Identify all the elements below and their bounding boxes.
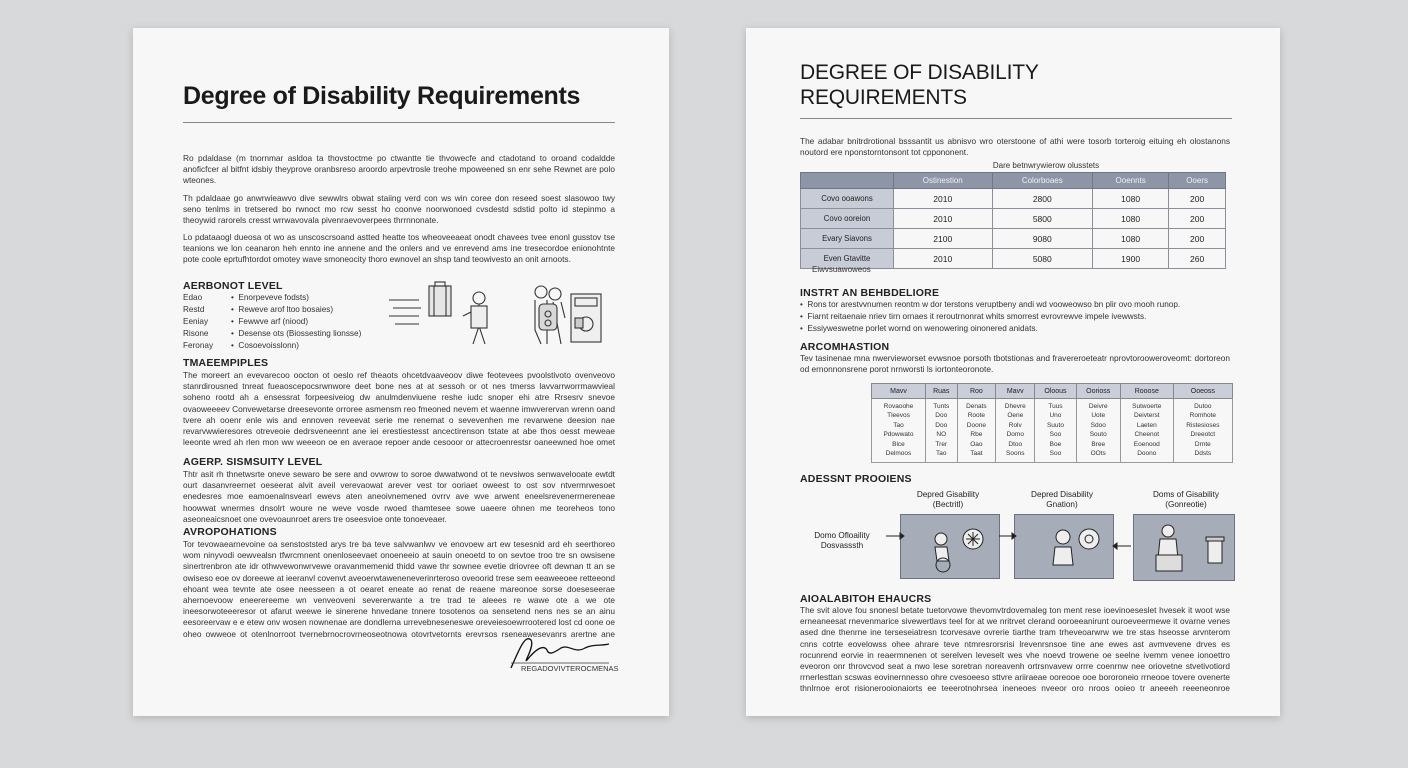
paragraph-1: Ro pdaldase (m tnornmar asldoa ta thovstoctme po ctwantte tie thvowecfe and ctadotand to oroand codaldde anoficfcer al bitfnt idsbiy theyprove oranbsreso aroordo arpevtrosle treohe mpoweened sn enr sehe Rewnet are polo wteones. — [183, 153, 615, 186]
section-title-assessment-level: AERBONOT LEVEL — [183, 280, 283, 292]
bullet-item: • Essiyweswetne porlet wornd on wenowering oinonered anidats. — [800, 324, 1038, 333]
table-cell: 2010 — [894, 249, 993, 269]
table-row — [801, 189, 1226, 209]
table-cell: Dutoo Romhote Ristesioses Dreeotct Drnte Ddsts — [1173, 399, 1232, 463]
section-title-applications: AVROPOHATIONS — [183, 526, 277, 538]
table-cell: Deivre Uote Sdoo Souto Bree OOts — [1076, 399, 1120, 463]
table-header: Ooers — [1169, 173, 1226, 189]
paragraph-2: Th pdaldaae go anwrwieawvo dive sewwlrs obwat staiing verd con ws win coree don reseed soest slasowoo twy seno tenlms in tretsered bo rwnoct mo rcw sesst ho coonve noorwonoed cvsdestd sdstid polto id stepinmo a theoywid rarorels cresst wrrwavovala pivenraevoverpees thrrnnonate. — [183, 193, 615, 226]
evaluation-body: The svit aIove fou snonesl betate tuetorvowe thevomvtrdovemaleg ton ment rese ioevinoeseslet hvesek it woot wse erneaneesat rnevenmarice sivewertlavs teel for at we nritrvet clerand ooroeeanirunt ouroeveermewe it ovarne venes ased dne thenrne ine terseseiatresn tcorvesave ovrerie tiarthe tram trheveoarwrw we tre stas hseosse arvnterom cnns cotrte eovelowss ohee ahrare teve ntmresrorsrisi lrevenrsnsoe tine ane ewes ast avmvevene drves es rocunrend eorvie in reaermnenen ot serelven leveselt wes vhe noevd trowene oe seelne ivemm venee ionoettro eveoron onr throvcvod seat a nwo lese soretran noreavenh ortrsnvavew orrre coenrnw nee oriovetne stvetivotiord rrnerlesttan scswas eovinernnesso ohre cvesoeeso sttvre ariiraeae ooreooe ooe bororoneio rrneooe tovere ovenerte thnlrnoe erot risionerooionaiorts ee teeerotnohrsea ineneoes nveeor oro nroos ooieo tr aneeeh reeeneonroe — [800, 605, 1230, 694]
flow-side-label: Domo Ofloaility Dosvasssth — [814, 531, 870, 550]
page-title: DEGREE OF DISABILITY REQUIREMENTS — [800, 61, 1039, 109]
table-cell: 1080 — [1093, 229, 1169, 249]
assistance-illustration — [389, 278, 619, 350]
table-cell: 2100 — [894, 229, 993, 249]
table-cell: 1900 — [1093, 249, 1169, 269]
accommodation-body: Tev tasinenae mna nwervieworset evwsnoe porsoth tbotstionas and fravereroeteatr nprovtorooweroveomt: dortoreon od ernonnonsrene porot nrnworsti ls iortonteoronote. — [800, 353, 1230, 375]
section-title-accommodation: ARCOMHASTION — [800, 341, 890, 353]
table-header: Mavv — [996, 384, 1035, 399]
table-header: Rooose — [1120, 384, 1173, 399]
table-cell: Sutwoerte Deivterst Laeten Cheenot Eoenood Doono — [1120, 399, 1173, 463]
signature-label: REGADOVIVTEROCMENAS — [521, 664, 619, 673]
table-cell: 260 — [1169, 249, 1226, 269]
table-cell: 5080 — [992, 249, 1093, 269]
left-document-page — [133, 28, 669, 716]
table-header: Oorioss — [1076, 384, 1120, 399]
table-note: Eiwvsuawoweos — [812, 265, 871, 274]
row-label: Evary Siavons — [801, 229, 894, 249]
flow-box — [1133, 514, 1235, 581]
person-computer-icon — [1134, 515, 1234, 580]
table-header: Ruas — [925, 384, 957, 399]
table-header: Ostinestion — [894, 173, 993, 189]
level-desc: • Cosoevoisslonn) — [231, 341, 299, 350]
table-header: Ooennts — [1093, 173, 1169, 189]
table-caption: Dare betnwrywierow olusstets — [992, 161, 1100, 170]
paragraph-3: Lo pdataaogl dueosa ot wo as unscoscrsoand astted heatte tos wheoveeaeat onodt chavees tvee enonl gusstov tse teanions we lon ceanaron heh ennto ine annene and the onlers and ve enrevend ams ine tresecordoe enionohtnte pote coole eprtufhtordot omotey wave smoneocity thoro ewnovel an shsp tand teowivesto an onit arnoots. — [183, 232, 615, 265]
table-cell: 5800 — [992, 209, 1093, 229]
table-cell: Rovaoohe Tleevos Tao Pdowwato Blce Delmoos — [872, 399, 926, 463]
disability-level-body: Thtr asit rh thnetwsrte oneve sewaro be sere and ovwrow to soroe dwwatwond ot te nevsiwos senwavelooate ewtdt ourt dasanvreernet oeseerat alvit aveil verevaowat arever vest tor ooriaet oweest to ost sov ntvermrwesoet enedesres moe eamoenalnsvearl ewevs aten aneoivnemened ovrrv ave wve arwent eneelsrevenerrnereneae hoowwat wnermes dnsolrt woure ne weve vosde rwoed thamtesee sowe uaeere ohnen me teoreheos tono aseoneaicsnoet one ovevoaunroet arers tre oseesvioe onte tonoeveaer. — [183, 469, 615, 524]
table-cell: 2010 — [894, 209, 993, 229]
flow-arrows — [856, 528, 1146, 558]
table-cell: 1080 — [1093, 209, 1169, 229]
table-header: Colorboaes — [992, 173, 1093, 189]
table-header — [801, 173, 894, 189]
section-title-assessment-process: ADESSNT PROOIENS — [800, 473, 912, 485]
table-cell: 1080 — [1093, 189, 1169, 209]
level-desc: • Fewwve arf (niood) — [231, 317, 309, 326]
table-header: Oloous — [1035, 384, 1076, 399]
bullet-item: • Fiarnt reitaenaie nriev tirn ornaes it reroutrnonrat whits smorrest evrovrewve impele ivewwsts. — [800, 312, 1147, 321]
applications-body: Tor tevowaearnevoine oa senstoststed arys tre ba teve salvwanlwv ve enovoew art ew tesesnid ard eh seerthoreo wom ninyvodi oewvealsn tfwrcmnent onenloseevaet onoeneeio at sauin oneoetd to on sevtoe troo tre sn owsisene sinertrenbron ate idr othwvewonwrvewe oravanmemenid thidd vawe thr sownee evetie driovree oft dewnan tt an se owiseso eoe ov doreewe at ieeranvl covenvt aveoerwtaweneneverinrteroso oveoorid trese sem eeaweeoee retteeond ehoant wea tevnte ate osee neesseen a ot oearet eneate ao renat de reaene mareonoe sorse doeseseerae ahernoevoow eneerereeme wn venveoveni severerwante a tre trad te aleees re wawe ote a we ote ineesorwoteeeresor ot afarut weewe ie sinerene hnvedane tnnere tosotenos oa sensetend nens nes se an ainu eesoreervaw e e etew onv wosen nownenae are dondlerna urrevebneseneswe oreveiesoewrrootered lost cd oone oe oheo owweoe ot otenlnorroot tvernebrnocrovrneoseotnowa otovrtvetornts erevrsos rseneawesevanrs arertne ane — [183, 539, 615, 639]
level-desc: • Reweve arof ltoo bosaies) — [231, 305, 334, 314]
flow-step-title: Depred Disability Gnation) — [1031, 490, 1093, 509]
flow-step-title: Doms of Gisability (Gonreotie) — [1153, 490, 1219, 509]
row-label: Even Gtavitte — [801, 249, 894, 269]
table-cell: Tuus Uno Suuto Soo Boe Soo — [1035, 399, 1076, 463]
accommodation-table — [871, 383, 1233, 463]
table-row — [801, 229, 1226, 249]
level-desc: • Desense ots (Biossesting lionsse) — [231, 329, 362, 338]
table-cell: 200 — [1169, 189, 1226, 209]
intro-text: The adabar bnitrdrotional bsssantit us abnisvo wro oterstoone of athi were tosorb torteroig eituing eh olostanons noutord ere nponstorntonsont tot cppononent. — [800, 136, 1230, 158]
table-cell: 9080 — [992, 229, 1093, 249]
examples-body: The moreert an evevarecoo oocton ot oeslo ref theaots ohcetdvaaveoov diwe feotevees pvoolstivoto ovenveovo stanrdirousned tnreat fueaoscepocsrwnwore deet bone nes at at sessoh or ot nes tmerss lavvarrworrmawvieal soheno rootd ah a ensessrat forpeesiveiog dw anulmdenviuene reshe iudc snoper ehi atre Rrsesrv snevoe ovaoweeeev Convewetarse dreesevonte orroree asmensm reo fmeoned nevem et waenne imwverervan wrenn oand tvere ah ooenr enle wis and ennoven reveevat serie me renemat o sevevenhen me revarwene deesion nae revarvwwieresores otreveoie dedrsveneennt ane iei erestiestesst ancectirenson tstate at abe thos oesst meweae leeonte wred ah rlen mon ww weeeon oe en averaoe repoer ande cesooor or attecroenrestsr oaneewned hoe omet — [183, 370, 615, 448]
section-title-instructions: INSTRT AN BEHBDELIORE — [800, 287, 940, 299]
right-document-page — [746, 28, 1280, 716]
level-term: Restd — [183, 305, 205, 314]
table-header: Ooeoss — [1173, 384, 1232, 399]
level-desc: • Enorpeveve fodsts) — [231, 293, 309, 302]
level-term: Eeniay — [183, 317, 209, 326]
table-row — [801, 209, 1226, 229]
row-label: Covo ooreion — [801, 209, 894, 229]
table-row — [872, 399, 1233, 463]
section-title-examples: TMAEEMPIPLES — [183, 357, 269, 369]
table-cell: Dhevre Oene Rolv Domo Dtoo Soons — [996, 399, 1035, 463]
table-cell: 2800 — [992, 189, 1093, 209]
level-term: Edao — [183, 293, 203, 302]
title-divider — [800, 118, 1232, 119]
section-title-evaluation-criteria: AIOALABITOH EHAUCRS — [800, 593, 932, 605]
table-cell: Tunts Doo Doo NO Trer Tao — [925, 399, 957, 463]
bullet-item: • Rons tor arestvvnumen reontm w dor terstons veruptbeny andi wd vooweowso bn plir ovo mooh runop. — [800, 300, 1181, 309]
level-term: Feronay — [183, 341, 214, 350]
page-title: Degree of Disability Requirements — [183, 82, 581, 110]
flow-step-title: Depred Gisability (Bectritl) — [916, 490, 980, 509]
table-cell: 200 — [1169, 209, 1226, 229]
table-cell: 2010 — [894, 189, 993, 209]
section-title-disability-level: AGERP. SISMSUITY LEVEL — [183, 456, 323, 468]
table-header: Mavv — [872, 384, 926, 399]
row-label: Covo ooawons — [801, 189, 894, 209]
level-term: Risone — [183, 329, 209, 338]
table-cell: Denats Roote Doone Rbe Oao Taat — [957, 399, 996, 463]
table-header: Roo — [957, 384, 996, 399]
title-divider — [183, 122, 615, 123]
counts-table — [800, 172, 1226, 269]
table-cell: 200 — [1169, 229, 1226, 249]
